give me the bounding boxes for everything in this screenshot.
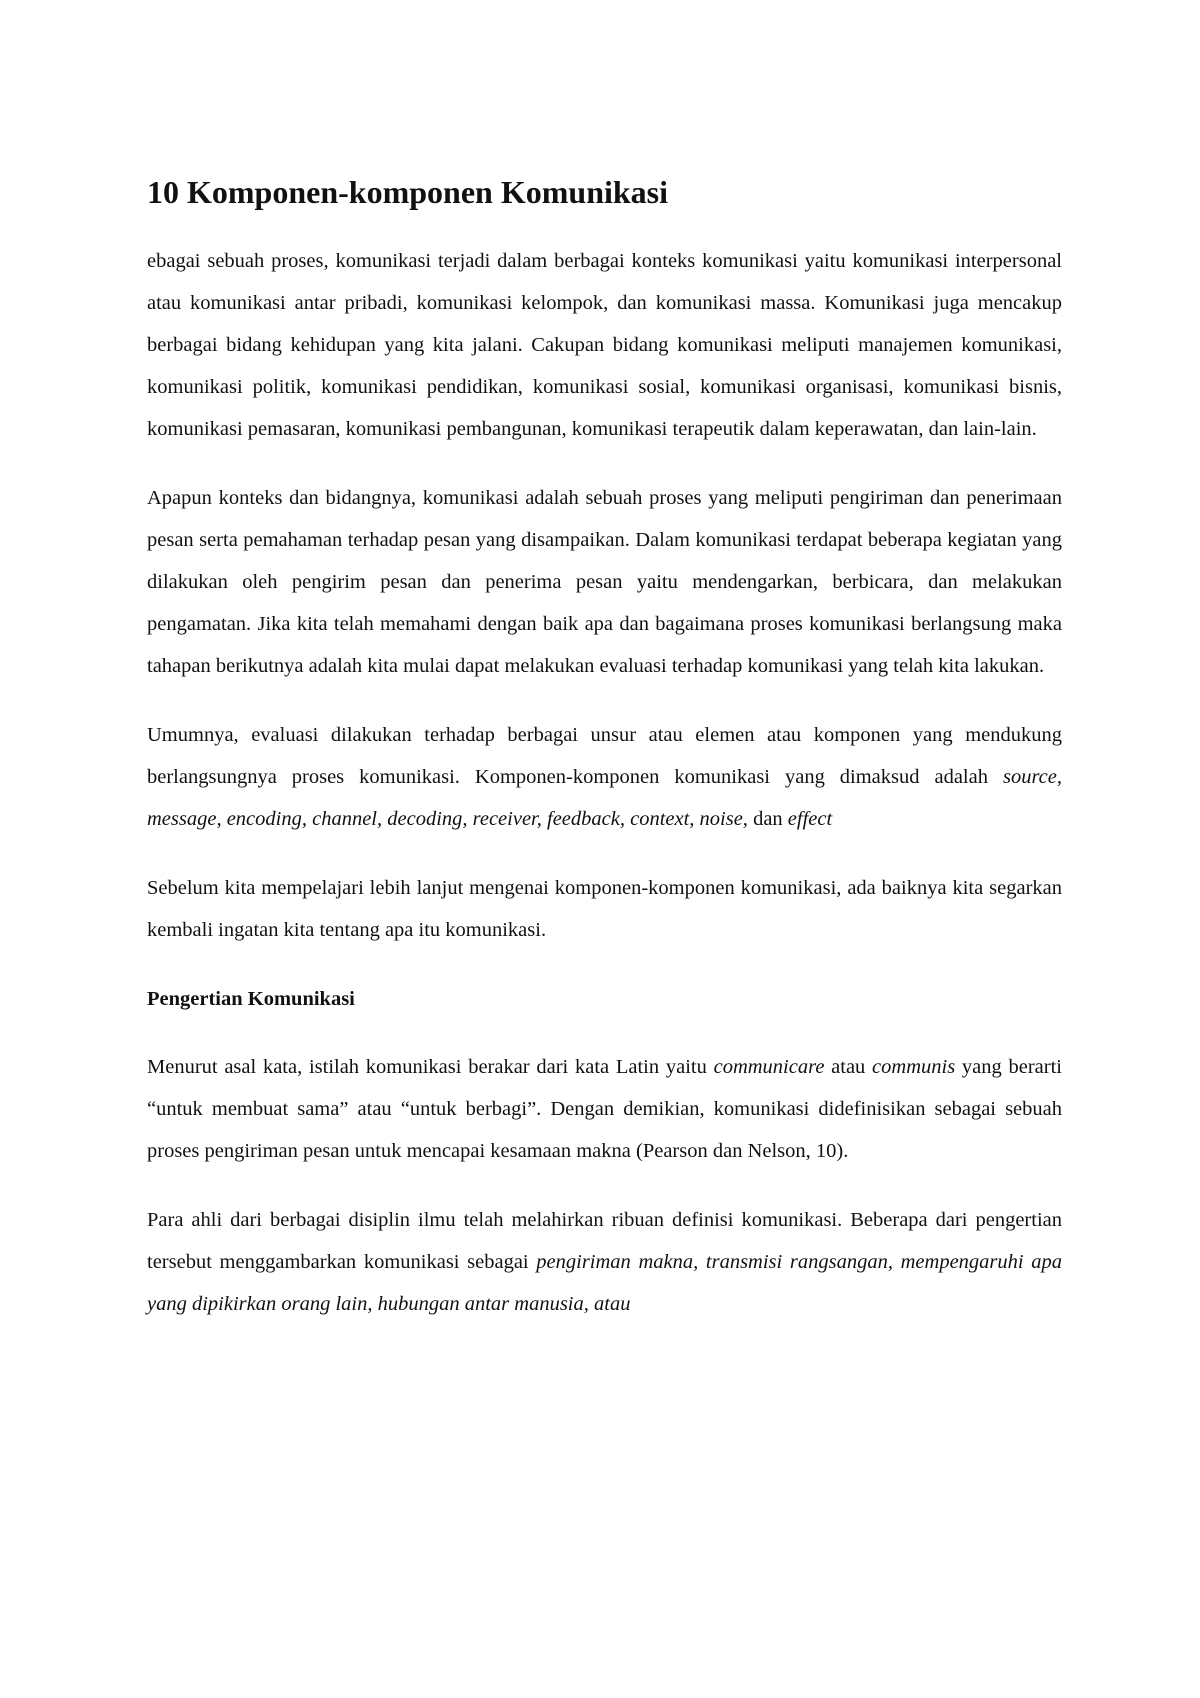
paragraph-intro: ebagai sebuah proses, komunikasi terjadi dalam berbagai konteks komunikasi yaitu komunikasi interpersonal atau komunikasi antar pribadi, komunikasi kelompok, dan komunikasi massa. Komunikasi juga mencakup berbagai bidang kehidupan yang kita jalani. Cakupan bidang komunikasi meliputi manajemen komunikasi, komunikasi politik, komunikasi pendidikan, komunikasi sosial, komunikasi organisasi, komunikasi bisnis, komunikasi pemasaran, komunikasi pembangunan, komunikasi terapeutik dalam keperawatan, dan lain-lain. xyxy=(147,250,1062,440)
etymology-term-communis: communis xyxy=(872,1056,956,1078)
components-italic-last: effect xyxy=(787,808,833,830)
document-page xyxy=(147,170,1062,1352)
section-heading: Pengertian Komunikasi xyxy=(147,988,355,1010)
document-title: 10 Komponen-komponen Komunikasi xyxy=(147,174,669,210)
paragraph-recall: Sebelum kita mempelajari lebih lanjut mengenai komponen-komponen komunikasi, ada baiknya kita segarkan kembali ingatan kita tentang apa itu komunikasi. xyxy=(147,877,1062,941)
paragraph-definitions xyxy=(147,1199,1062,1325)
etymology-text-3: yang berarti “untuk membuat sama” atau “untuk berbagi”. Dengan demikian, komunikasi didefinisikan sebagai sebuah proses pengiriman pesan untuk mencapai kesamaan makna (Pearson dan Nelson, 10). xyxy=(147,1056,1062,1162)
paragraph-process: Apapun konteks dan bidangnya, komunikasi adalah sebuah proses yang meliputi pengiriman dan penerimaan pesan serta pemahaman terhadap pesan yang disampaikan. Dalam komunikasi terdapat beberapa kegiatan yang dilakukan oleh pengirim pesan dan penerima pesan yaitu mendengarkan, berbicara, dan melakukan pengamatan. Jika kita telah memahami dengan baik apa dan bagaimana proses komunikasi berlangsung maka tahapan berikutnya adalah kita mulai dapat melakukan evaluasi terhadap komunikasi yang telah kita lakukan. xyxy=(147,487,1062,677)
components-text: Umumnya, evaluasi dilakukan terhadap berbagai unsur atau elemen atau komponen yang mendukung berlangsungnya proses komunikasi. Komponen-komponen komunikasi yang dimaksud adalah xyxy=(147,724,1062,788)
definitions-italic: pengiriman makna, transmisi rangsangan, mempengaruhi apa yang dipikirkan orang lain, hubungan antar manusia, atau xyxy=(147,1251,1063,1315)
etymology-text-2: atau xyxy=(824,1056,873,1078)
definitions-text: Para ahli dari berbagai disiplin ilmu telah melahirkan ribuan definisi komunikasi. Beberapa dari pengertian tersebut menggambarkan komunikasi sebagai xyxy=(147,1209,1062,1273)
paragraph-etymology xyxy=(147,1046,1062,1172)
components-italic-list: source, message, encoding, channel, decoding, receiver, feedback, context, noise, xyxy=(147,766,1062,830)
components-conjunction: dan xyxy=(747,808,788,830)
etymology-term-communicare: communicare xyxy=(713,1056,825,1078)
paragraph-components xyxy=(147,714,1062,840)
etymology-text-1: Menurut asal kata, istilah komunikasi berakar dari kata Latin yaitu xyxy=(147,1056,714,1078)
